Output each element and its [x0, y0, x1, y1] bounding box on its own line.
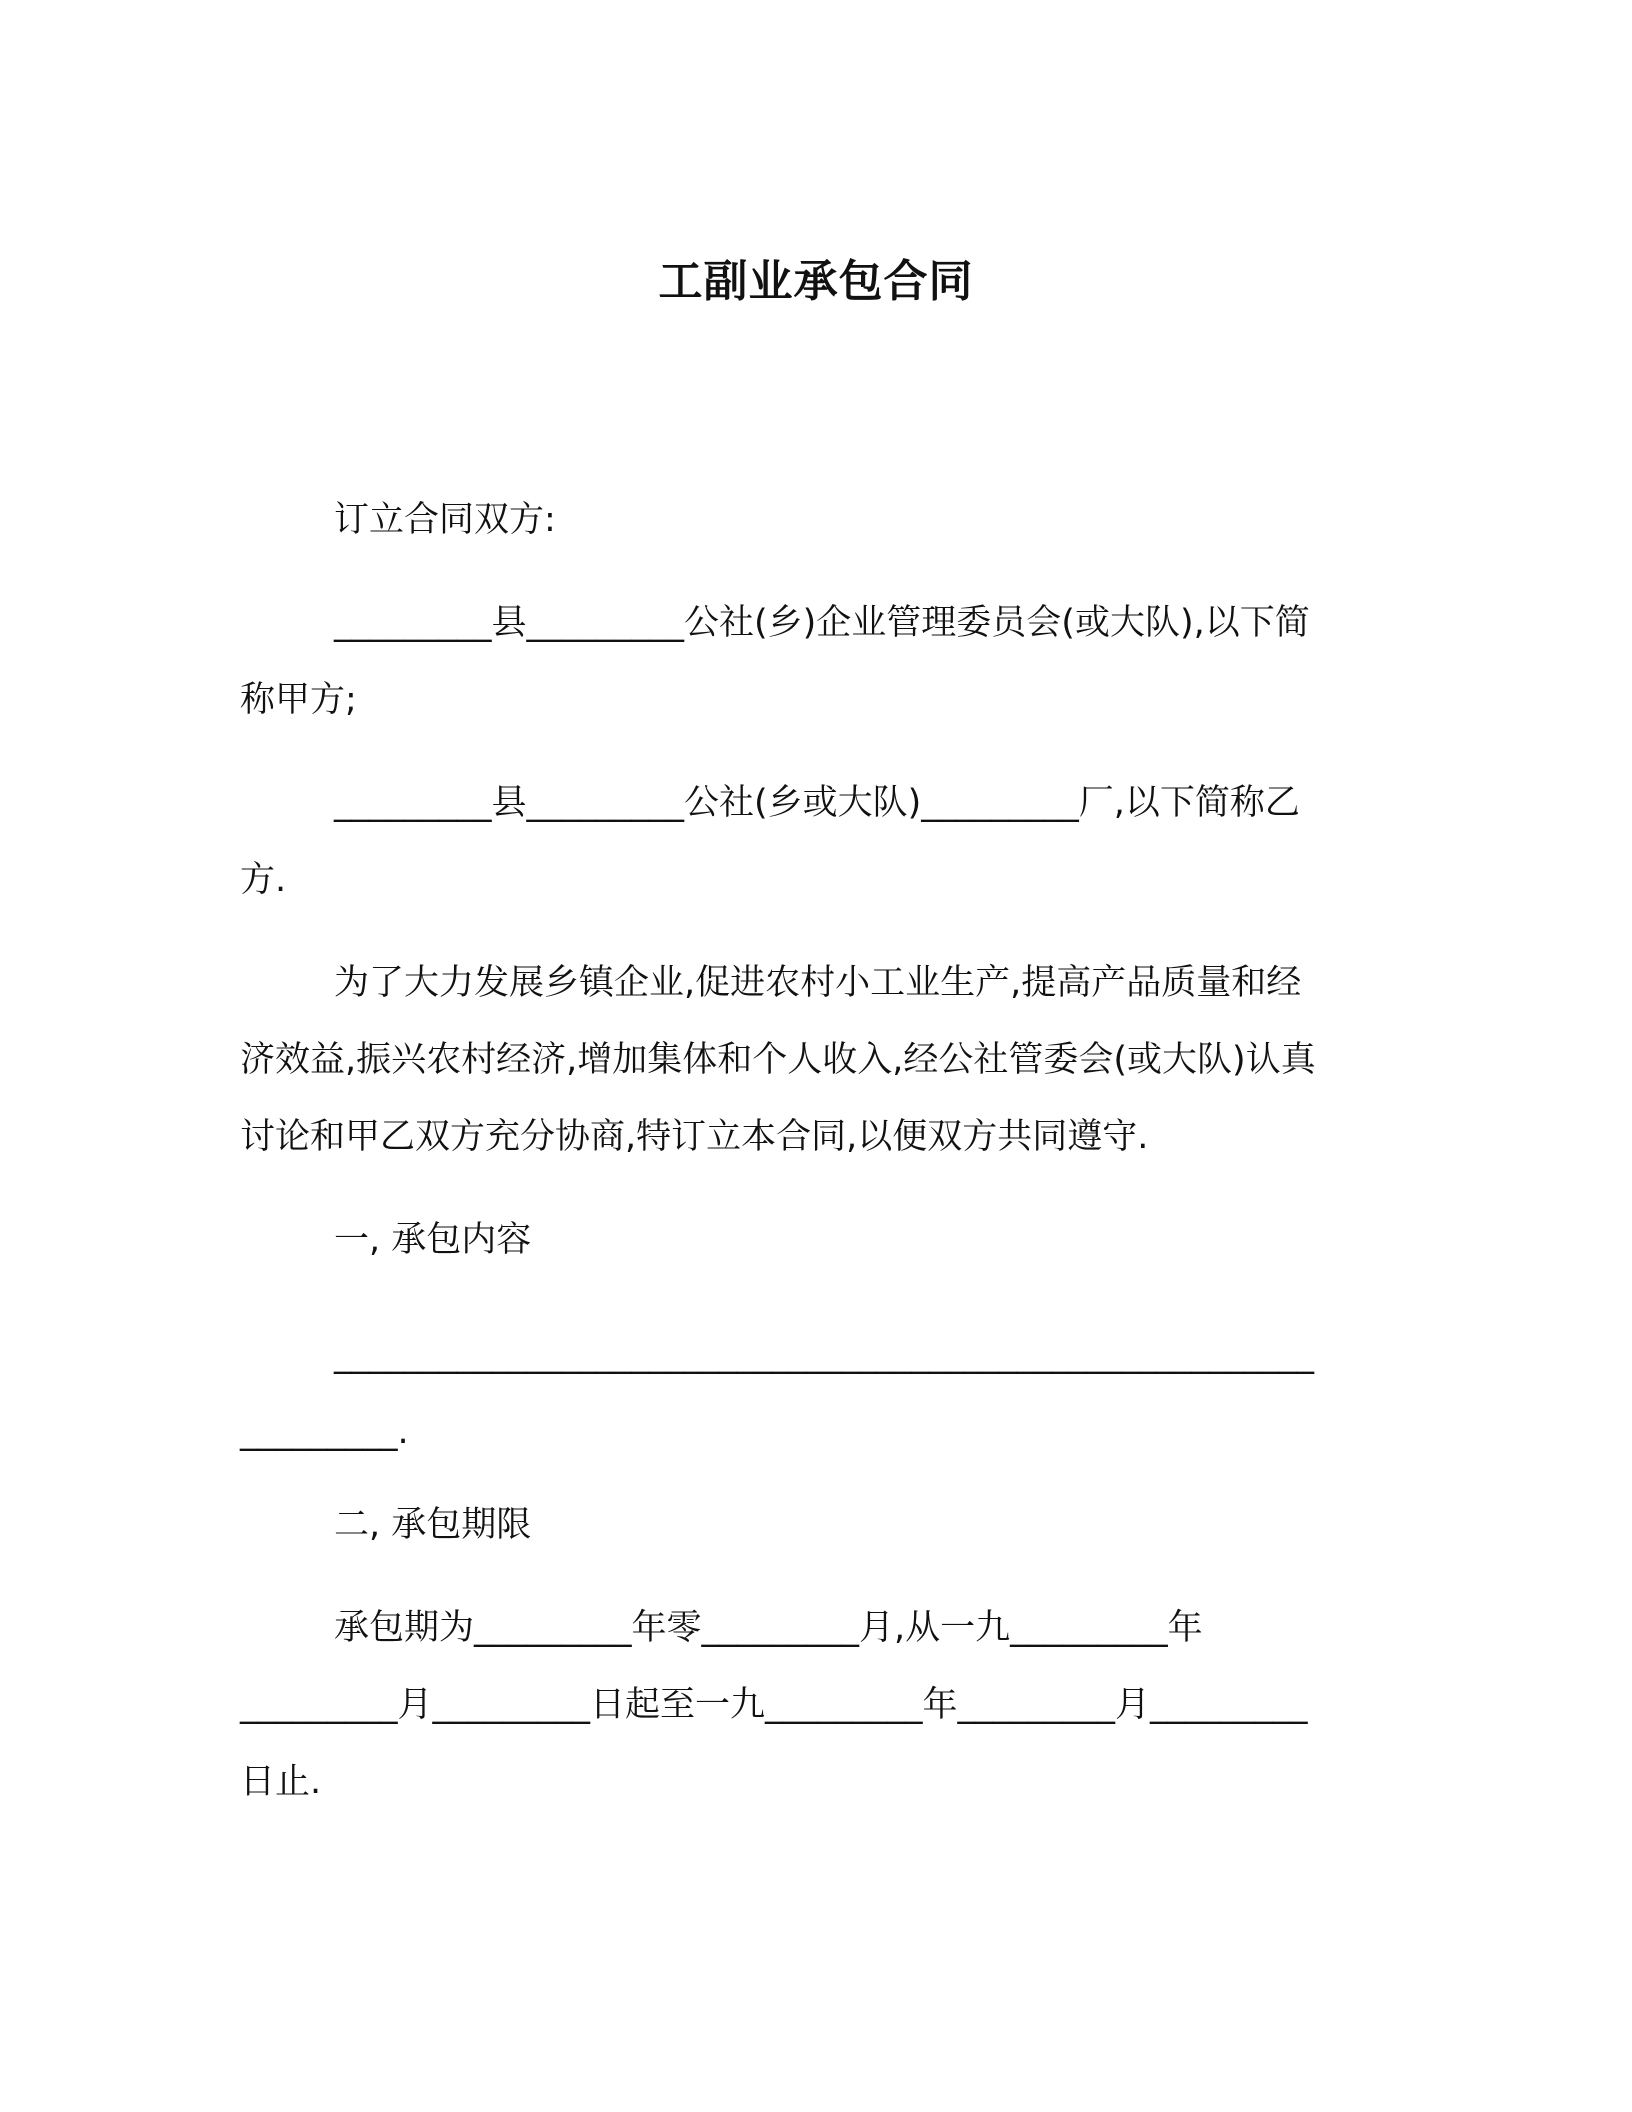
purpose-line-3: 讨论和甲乙双方充分协商,特订立本合同,以便双方共同遵守.	[240, 1117, 1149, 1157]
term-line-1: 承包期为_________年零_________月,从一九_________年	[334, 1608, 1203, 1648]
parties-intro: 订立合同双方:	[334, 500, 556, 540]
section-1-heading: 一, 承包内容	[334, 1220, 532, 1260]
section-2-heading: 二, 承包期限	[334, 1505, 532, 1545]
section-1-blank-line-1: ________________________________________________________	[334, 1335, 1314, 1375]
party-b-line-2: 方.	[240, 860, 287, 900]
party-a-line-2: 称甲方;	[240, 680, 357, 720]
purpose-line-1: 为了大力发展乡镇企业,促进农村小工业生产,提高产品质量和经	[334, 963, 1302, 1003]
party-b-line-1: _________县_________公社(乡或大队)_________厂,以下简称乙	[334, 783, 1300, 823]
document-title: 工副业承包合同	[658, 256, 974, 308]
term-line-2: _________月_________日起至一九_________年_________月_________	[240, 1685, 1308, 1725]
section-1-blank-line-2: _________.	[240, 1412, 409, 1452]
party-a-line-1: _________县_________公社(乡)企业管理委员会(或大队),以下简	[334, 603, 1310, 643]
purpose-line-2: 济效益,振兴农村经济,增加集体和个人收入,经公社管委会(或大队)认真	[240, 1040, 1316, 1080]
term-line-3: 日止.	[240, 1762, 322, 1802]
